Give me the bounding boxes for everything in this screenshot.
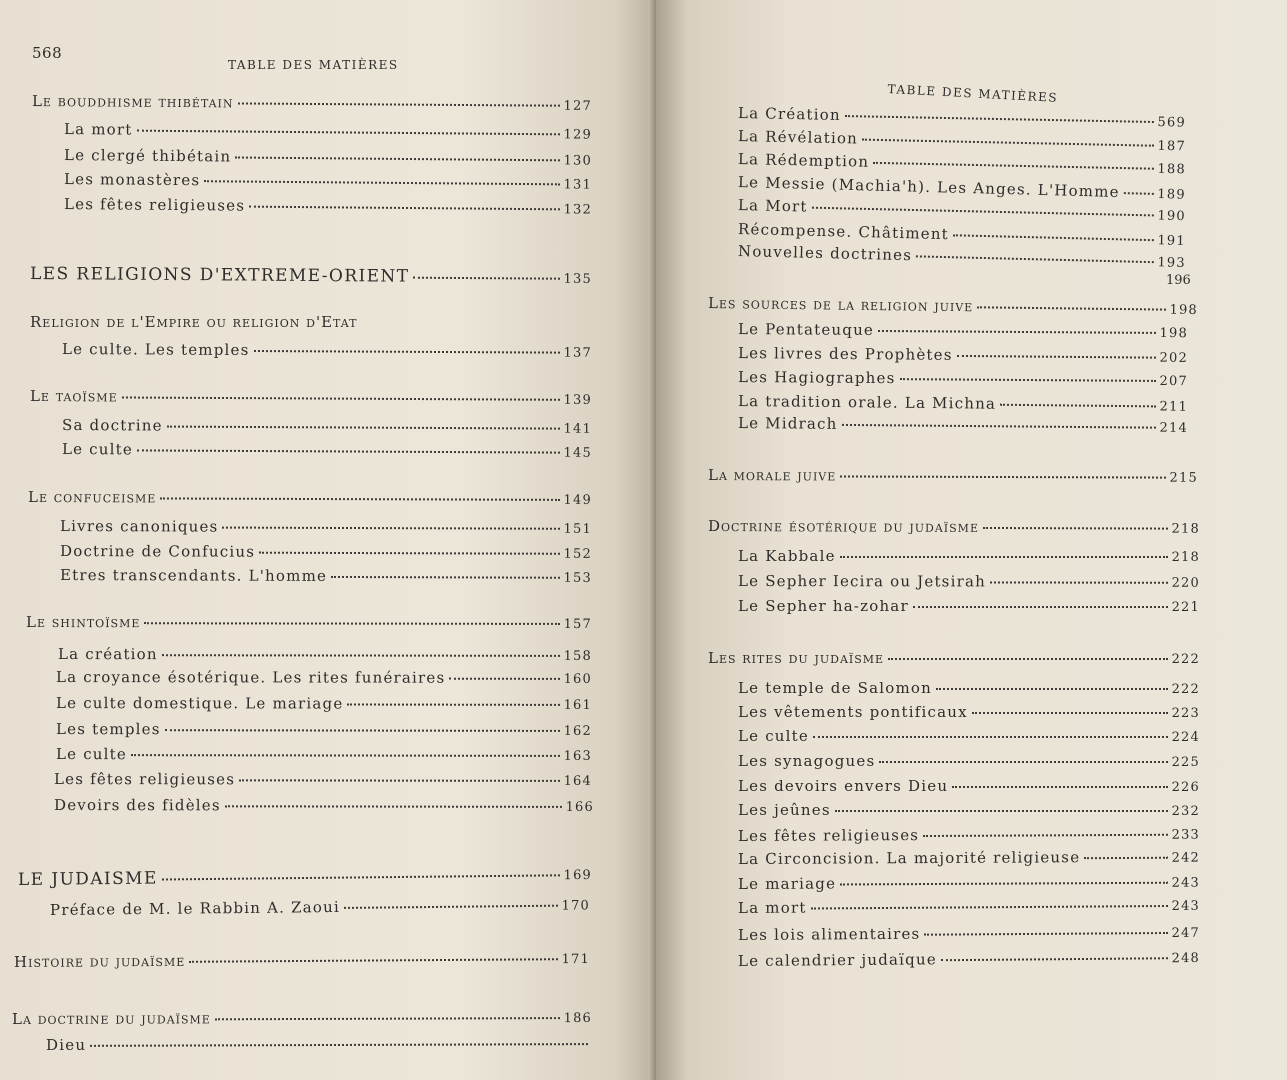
toc-entry-label: La mort	[737, 898, 807, 917]
toc-entry-label: Le Midrach	[737, 414, 838, 433]
toc-page-number: 207	[1159, 373, 1189, 390]
toc-page-number: 157	[563, 616, 593, 632]
toc-page-number: 193	[1157, 255, 1187, 271]
dot-leader	[936, 687, 1168, 690]
dot-leader	[811, 904, 1168, 909]
toc-entry-la-mort	[738, 896, 1200, 917]
toc-page-number: 233	[1171, 827, 1201, 843]
toc-page-number: 132	[563, 202, 593, 218]
toc-entry-label: Les livres des Prophètes	[737, 344, 953, 364]
toc-entry-les-religions-d-extreme-orient	[30, 264, 592, 288]
toc-entry-label: Les devoirs envers Dieu	[738, 777, 949, 795]
toc-entry-les-monasteres	[64, 170, 592, 193]
toc-entry-les-jeunes	[738, 801, 1200, 819]
dot-leader	[144, 621, 559, 625]
toc-entry-le-bouddhisme-thibetain	[32, 92, 592, 114]
toc-entry-la-circoncision-la-majorite-religieuse	[738, 848, 1200, 868]
toc-entry-etres-transcendants-l-homme	[60, 566, 592, 586]
toc-page-number: 243	[1171, 875, 1201, 891]
toc-entry-label: Récompense. Châtiment	[737, 220, 950, 244]
toc-page-number: 232	[1171, 804, 1200, 819]
toc-entry-label: Les sources de la religion juive	[707, 294, 974, 316]
toc-entry-preface-de-m-le-rabbin-a-zaoui	[50, 895, 590, 919]
dot-leader	[990, 580, 1168, 583]
toc-page-number: 135	[563, 271, 593, 287]
toc-entry-le-culte-les-temples	[62, 340, 592, 361]
toc-page-number: 171	[561, 951, 591, 968]
toc-entry-les-fetes-religieuses	[64, 195, 592, 218]
dot-leader	[879, 760, 1167, 763]
toc-entry-label: Les temples	[55, 720, 161, 739]
toc-entry-le-culte	[56, 745, 592, 764]
toc-entry-label: La Révélation	[737, 127, 859, 148]
toc-page-number: 248	[1171, 950, 1201, 967]
dot-leader	[983, 526, 1168, 530]
toc-page-number: 211	[1159, 399, 1189, 415]
dot-leader	[899, 377, 1155, 382]
toc-page-number: 225	[1171, 755, 1200, 770]
toc-entry-le-temple-de-salomon	[738, 679, 1200, 697]
toc-page-number: 153	[563, 570, 593, 586]
toc-page-number: 158	[563, 648, 593, 664]
toc-entry-le-taoisme	[30, 387, 592, 408]
toc-entry-doctrine-esoterique-du-judaisme	[708, 517, 1200, 537]
toc-page-number: 189	[1157, 186, 1187, 203]
toc-page-number: 129	[563, 127, 593, 143]
toc-page-number: 221	[1171, 600, 1200, 615]
toc-entry-label: La Création	[737, 104, 842, 124]
toc-entry-label: Les fêtes religieuses	[53, 770, 236, 789]
toc-entry-label: Le Sepher ha-zohar	[738, 597, 909, 615]
dot-leader	[916, 254, 1153, 263]
toc-page-number: 151	[563, 521, 593, 537]
toc-entry-label: Le bouddhisme thibétain	[31, 92, 234, 112]
toc-entry-le-midrach	[738, 414, 1188, 436]
dot-leader	[862, 138, 1154, 147]
toc-page-number: 188	[1157, 161, 1187, 178]
toc-page-number: 218	[1171, 550, 1200, 565]
toc-page-number: 170	[561, 898, 591, 914]
toc-page-number: 139	[563, 392, 593, 408]
toc-page-number: 145	[563, 445, 593, 461]
dot-leader	[840, 555, 1168, 558]
dot-leader	[160, 496, 559, 500]
toc-entry-label: La doctrine du judaïsme	[11, 1009, 211, 1028]
toc-entry-label: La Circoncision. La majorité religieuse	[737, 848, 1081, 868]
dot-leader	[413, 276, 559, 280]
toc-entry-les-synagogues	[738, 752, 1200, 770]
toc-entry-label: Le shintoïsme	[25, 613, 141, 632]
toc-entry-la-kabbale	[738, 547, 1200, 565]
toc-entry-label: La Kabbale	[738, 547, 836, 565]
toc-entry-le-clerge-thibetain	[64, 146, 592, 169]
toc-entry-label: Les synagogues	[738, 752, 876, 770]
toc-entry-label: Doctrine de Confucius	[59, 542, 256, 561]
dot-leader	[923, 833, 1167, 837]
dot-leader	[189, 957, 557, 963]
toc-entry-le-culte	[62, 440, 592, 461]
dot-leader	[972, 711, 1168, 714]
toc-entry-label: La création	[57, 645, 158, 664]
dot-leader	[840, 474, 1165, 478]
toc-entry-la-croyance-esoterique-les-rites-funeraires	[56, 668, 592, 687]
toc-page-number: 141	[563, 421, 593, 437]
toc-entry-label: Le Pentateuque	[737, 320, 875, 339]
running-head: TABLE DES MATIÈRES	[887, 82, 1059, 105]
dot-leader	[941, 956, 1168, 961]
toc-page-number: 166	[565, 799, 595, 815]
toc-entry-label: Histoire du judaïsme	[13, 951, 186, 971]
toc-entry-label: Le culte	[55, 745, 127, 764]
toc-entry-label: LE JUDAISME	[17, 868, 158, 890]
toc-entry-label: Préface de M. le Rabbin A. Zaoui	[49, 897, 340, 919]
toc-entry-les-hagiographes	[738, 368, 1188, 389]
toc-page-number: 160	[563, 671, 593, 687]
dot-leader	[1124, 191, 1154, 195]
toc-entry-la-creation	[738, 104, 1186, 131]
toc-page-number: 169	[563, 867, 593, 884]
toc-page-number: 149	[563, 492, 593, 508]
right-page	[656, 0, 1287, 1080]
dot-leader	[215, 1016, 560, 1020]
toc-entry-le-confuceisme	[28, 488, 592, 508]
toc-entry-label: Nouvelles doctrines	[737, 242, 913, 265]
dot-leader	[835, 809, 1168, 812]
dot-leader	[137, 129, 560, 136]
dot-leader	[845, 114, 1154, 123]
dot-leader	[957, 354, 1156, 359]
toc-entry-le-calendrier-judaique	[738, 948, 1200, 970]
toc-page-number: 223	[1171, 706, 1200, 721]
toc-entry-le-mariage	[738, 873, 1200, 893]
dot-leader	[165, 728, 560, 732]
toc-entry-label: La tradition orale. La Michna	[737, 392, 997, 413]
toc-entry-la-morale-juive	[708, 466, 1198, 486]
toc-page-number: 127	[563, 98, 593, 114]
toc-entry-label: Les fêtes religieuses	[737, 826, 920, 845]
dot-leader	[249, 205, 559, 211]
toc-entry-les-vetements-pontificaux	[738, 703, 1200, 721]
toc-entry-label: Le Messie (Machia'h). Les Anges. L'Homme	[737, 173, 1120, 201]
toc-entry-label: La mort	[63, 120, 133, 139]
toc-entry-le-shintoisme	[26, 613, 592, 632]
toc-entry-label: Les Hagiographes	[737, 368, 896, 388]
toc-page-number: 218	[1171, 521, 1201, 537]
toc-entry-label: Devoirs des fidèles	[53, 796, 221, 815]
dot-leader	[239, 778, 559, 782]
toc-entry-doctrine-de-confucius	[60, 542, 592, 562]
toc-page-number: 198	[1159, 325, 1189, 342]
toc-entry-label: Les rites du judaïsme	[708, 649, 885, 667]
toc-entry-label: Le culte	[61, 440, 134, 459]
dot-leader	[225, 804, 562, 808]
toc-entry-label: La croyance ésotérique. Les rites funéraires	[55, 668, 446, 687]
toc-page-number: 243	[1171, 898, 1201, 914]
toc-entry-label: Le calendrier judaïque	[737, 950, 937, 970]
toc-page-number: 226	[1171, 780, 1200, 795]
toc-entry-le-pentateuque	[738, 320, 1188, 341]
toc-entry-dieu	[46, 1034, 592, 1054]
dot-leader	[238, 101, 560, 106]
toc-entry-le-culte	[738, 727, 1200, 745]
toc-page-number: 202	[1159, 350, 1189, 366]
toc-entry-religion-de-l-empire-ou-religion-d-etat	[30, 313, 360, 331]
toc-entry-sa-doctrine	[62, 416, 592, 437]
dot-leader	[122, 395, 560, 400]
toc-page-number: 242	[1171, 850, 1201, 866]
dot-leader	[913, 605, 1168, 608]
toc-page-number: 247	[1171, 925, 1201, 941]
toc-entry-label: Sa doctrine	[61, 416, 163, 435]
dot-leader	[977, 305, 1165, 310]
toc-page-number: 163	[563, 748, 593, 764]
toc-page-number: 220	[1171, 575, 1201, 591]
dot-leader	[162, 653, 560, 657]
toc-entry-livres-canoniques	[60, 517, 592, 537]
toc-page-number: 222	[1171, 652, 1200, 667]
toc-entry-label: Les fêtes religieuses	[63, 195, 246, 215]
dot-leader	[347, 703, 559, 706]
toc-entry-les-fetes-religieuses	[738, 825, 1200, 845]
toc-entry-le-sepher-iecira-ou-jetsirah	[738, 572, 1200, 591]
toc-entry-le-sepher-ha-zohar	[738, 597, 1200, 615]
toc-entry-label: Le Sepher Iecira ou Jetsirah	[737, 572, 986, 591]
toc-page-number: 187	[1157, 138, 1187, 155]
toc-entry-la-tradition-orale-la-michna	[738, 392, 1188, 415]
toc-entry-histoire-du-judaisme	[14, 949, 590, 971]
toc-page-number: 569	[1157, 115, 1187, 131]
toc-entry-devoirs-des-fideles	[54, 796, 594, 815]
dot-leader	[235, 155, 559, 161]
toc-page-number: 196	[1166, 273, 1191, 288]
toc-entry-les-fetes-religieuses	[54, 770, 592, 789]
page-number: 568	[32, 44, 63, 62]
dot-leader	[449, 677, 559, 680]
toc-entry-label: Religion de l'Empire ou religion d'Etat	[30, 313, 358, 331]
dot-leader	[131, 753, 560, 757]
dot-leader	[888, 657, 1168, 660]
dot-leader	[953, 233, 1154, 241]
dot-leader	[842, 423, 1156, 429]
dot-leader	[137, 448, 560, 453]
toc-page-number: 137	[563, 345, 593, 361]
toc-entry-label: La Rédemption	[737, 150, 870, 171]
toc-entry-la-creation	[58, 645, 592, 664]
toc-entry-les-sources-de-la-religion-juive	[708, 294, 1198, 318]
toc-entry-les-devoirs-envers-dieu	[738, 777, 1200, 795]
toc-entry-les-temples	[56, 720, 592, 739]
dot-leader	[878, 329, 1156, 334]
toc-page-number: 214	[1159, 420, 1189, 436]
toc-entry-label: Les vêtements pontificaux	[738, 703, 968, 721]
toc-entry-label: La morale juive	[707, 466, 837, 485]
toc-entry-les-rites-du-judaisme	[708, 649, 1200, 667]
toc-entry-label: Le confuceisme	[27, 488, 157, 507]
toc-entry-label: Les jeûnes	[738, 801, 831, 819]
dot-leader	[812, 206, 1154, 217]
toc-page-number: 186	[563, 1010, 593, 1027]
toc-entry-les-lois-alimentaires	[738, 923, 1200, 944]
toc-page-number: 130	[563, 153, 593, 169]
dot-leader	[924, 931, 1167, 936]
toc-page-number: 190	[1157, 208, 1187, 225]
toc-entry-label: Le culte. Les temples	[61, 340, 250, 359]
dot-leader	[167, 425, 560, 430]
toc-entry-label: Les monastères	[63, 170, 201, 190]
toc-entry-label: Le culte domestique. Le mariage	[55, 694, 344, 713]
dot-leader	[840, 881, 1167, 886]
toc-entry-label: Le mariage	[737, 874, 837, 893]
toc-entry-les-livres-des-prophetes	[738, 344, 1188, 366]
dot-leader	[259, 551, 559, 555]
toc-entry-le-culte-domestique-le-mariage	[56, 694, 592, 713]
toc-entry-label: La Mort	[737, 196, 808, 216]
dot-leader	[952, 785, 1167, 788]
toc-page-number: 162	[563, 723, 593, 739]
toc-page-number: 222	[1171, 682, 1200, 697]
dot-leader	[873, 161, 1153, 170]
toc-entry-label: Les lois alimentaires	[737, 924, 921, 944]
dot-leader	[331, 575, 559, 579]
dot-leader	[344, 904, 558, 909]
toc-entry-label: Le temple de Salomon	[738, 679, 932, 697]
toc-entry-label: Etres transcendants. L'homme	[59, 566, 328, 585]
dot-leader	[254, 349, 560, 354]
running-head: TABLE DES MATIÈRES	[228, 58, 399, 72]
toc-page-number: 164	[563, 773, 593, 789]
toc-entry-la-redemption	[738, 150, 1186, 177]
toc-page-number: 198	[1169, 302, 1199, 318]
toc-entry-label: Livres canoniques	[59, 517, 219, 536]
toc-entry-le-judaisme	[18, 864, 592, 890]
toc-page-number: 215	[1169, 470, 1199, 486]
toc-page-number: 161	[563, 697, 593, 713]
toc-page-number: 224	[1171, 730, 1200, 745]
dot-leader	[222, 526, 559, 530]
dot-leader	[204, 179, 559, 185]
toc-entry-la-revelation	[738, 127, 1186, 154]
toc-page-number: 152	[563, 546, 593, 562]
dot-leader	[1000, 403, 1155, 408]
toc-entry-label: Dieu	[45, 1035, 87, 1054]
dot-leader	[90, 1042, 588, 1047]
dot-leader	[162, 873, 560, 880]
toc-page-number: 191	[1157, 233, 1187, 249]
toc-entry-la-mort	[64, 120, 592, 143]
toc-entry-label: Doctrine ésotérique du judaïsme	[707, 517, 980, 536]
dot-leader	[813, 735, 1168, 738]
toc-entry-label: Le taoïsme	[29, 387, 118, 406]
toc-page-number: 131	[563, 177, 593, 193]
dot-leader	[1084, 856, 1167, 859]
toc-entry-la-doctrine-du-judaisme	[12, 1008, 592, 1028]
toc-entry-label: LES RELIGIONS D'EXTREME-ORIENT	[29, 264, 410, 287]
toc-entry-label: Le culte	[738, 727, 809, 745]
toc-entry-label: Le clergé thibétain	[63, 146, 232, 166]
